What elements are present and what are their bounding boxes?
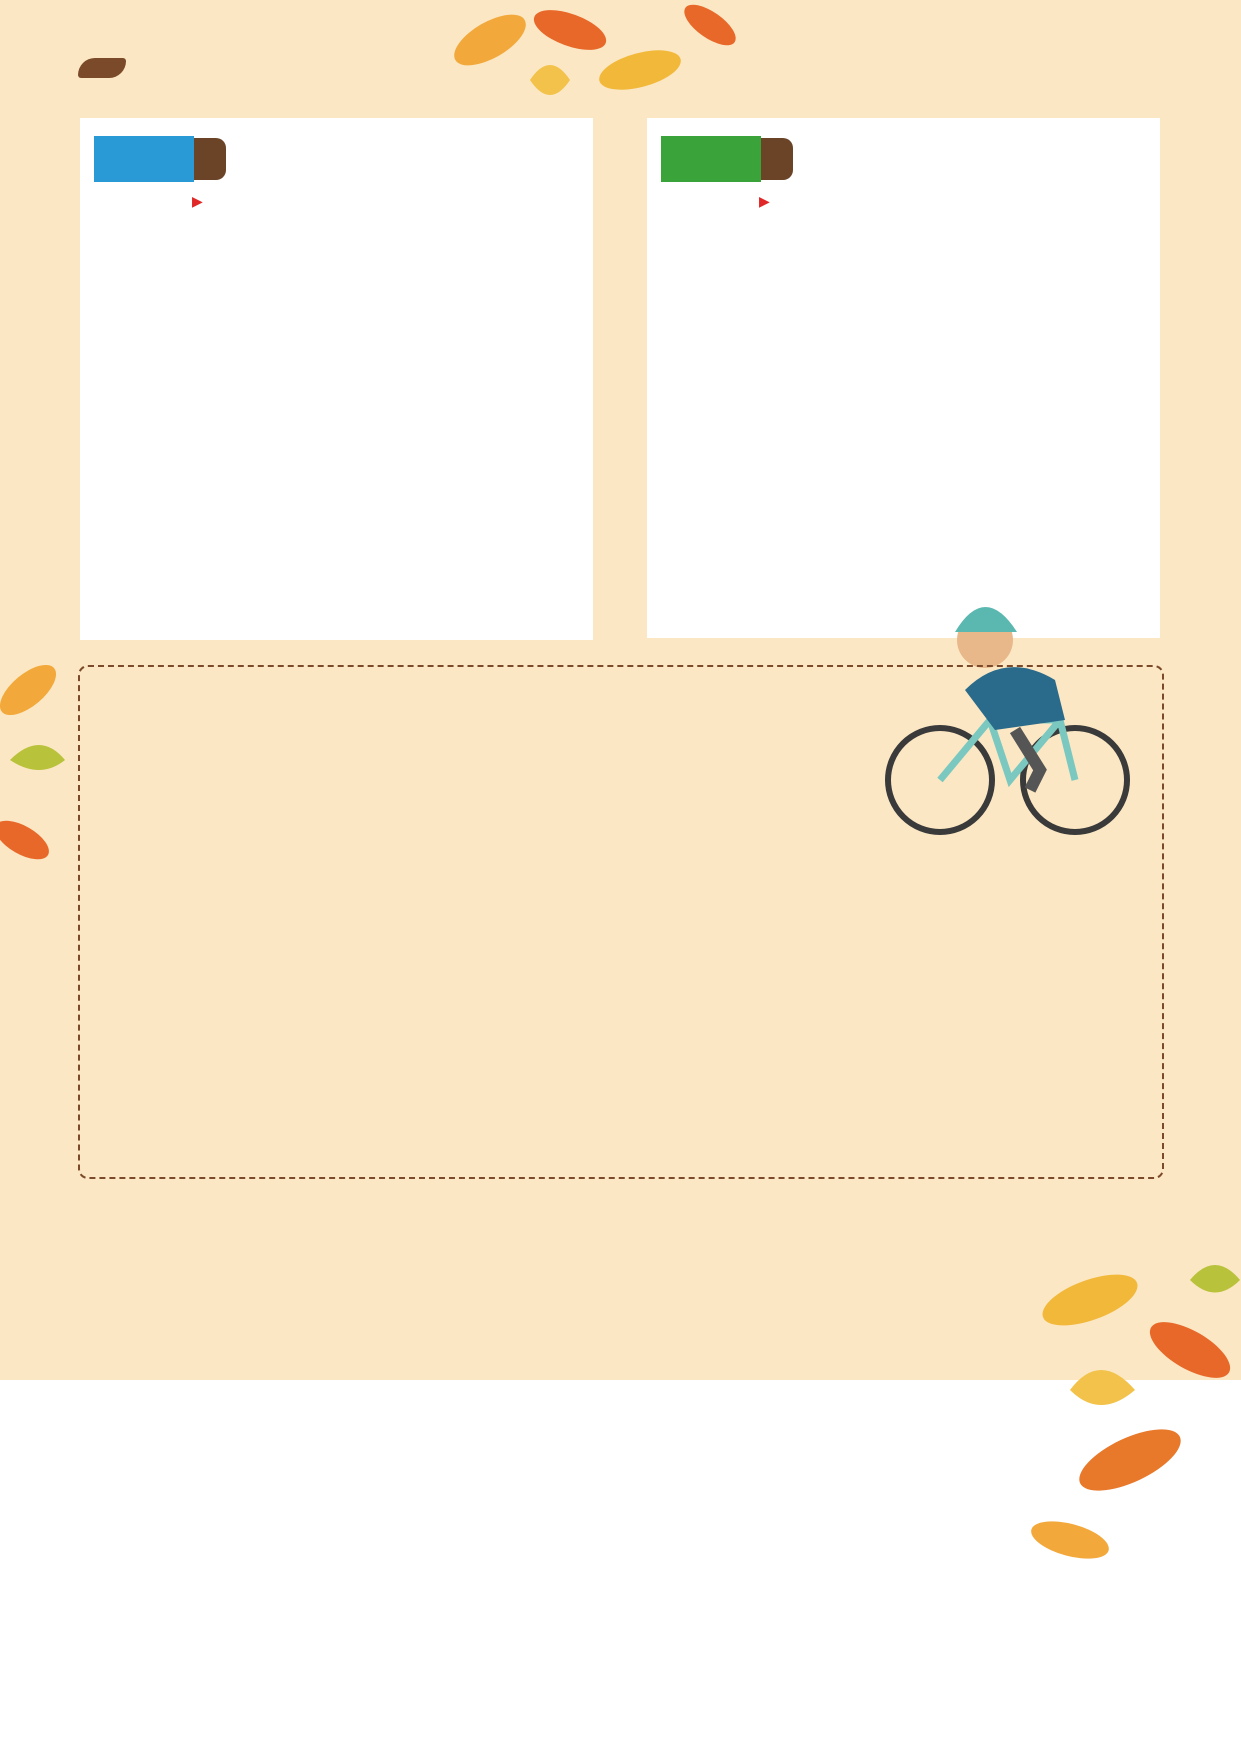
autumn-leaves-left bbox=[0, 650, 75, 880]
tour1-card bbox=[80, 118, 593, 640]
tour1-header bbox=[94, 136, 226, 182]
tour1-date bbox=[194, 138, 226, 180]
tour2-date bbox=[761, 138, 793, 180]
tour2-card bbox=[647, 118, 1160, 638]
section-title bbox=[78, 58, 126, 78]
conditions-box bbox=[78, 665, 1164, 1179]
tour2-meeting bbox=[759, 191, 770, 210]
tour2-header bbox=[661, 136, 793, 182]
tour1-badge bbox=[94, 136, 194, 182]
tour1-meeting bbox=[192, 191, 203, 210]
tour2-badge bbox=[661, 136, 761, 182]
autumn-leaves-top bbox=[430, 0, 760, 110]
triangle-icon: ▶ bbox=[759, 194, 770, 210]
autumn-leaves-right bbox=[1010, 1240, 1241, 1560]
triangle-icon: ▶ bbox=[192, 194, 203, 210]
